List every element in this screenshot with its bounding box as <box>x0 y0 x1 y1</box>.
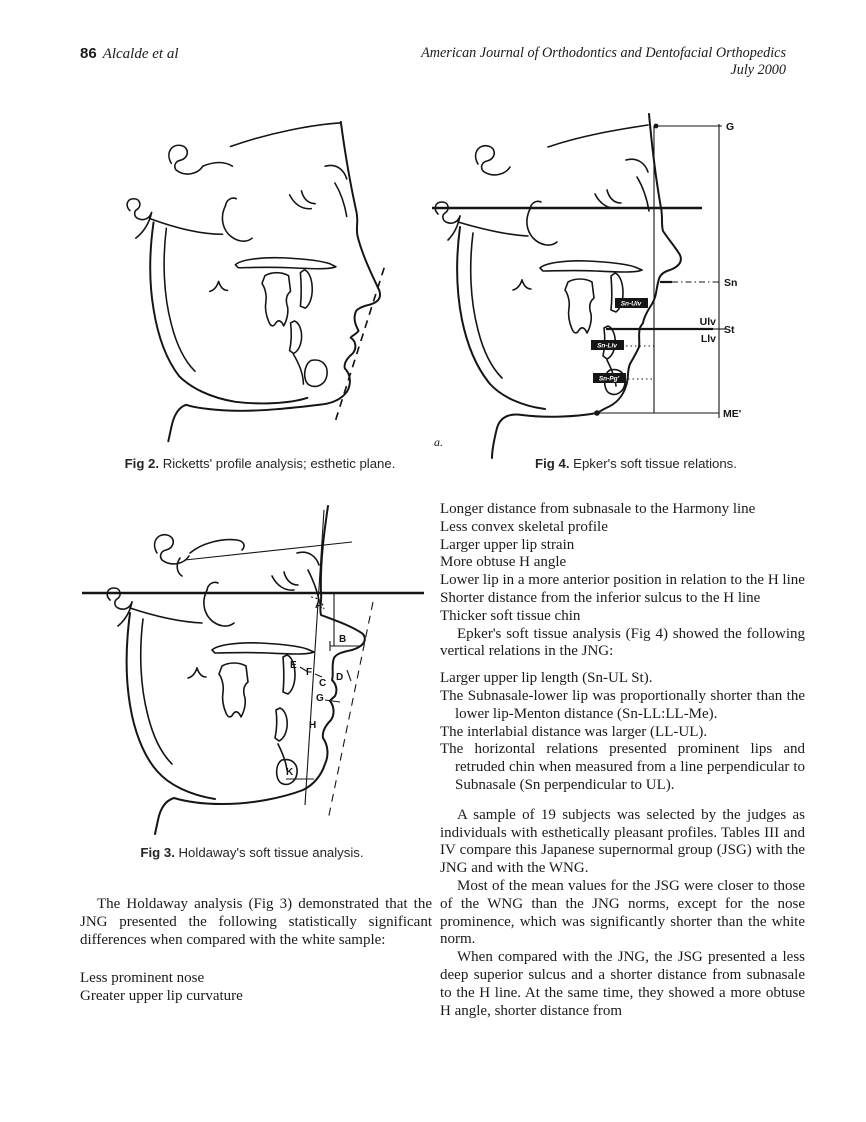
label-K: K <box>286 767 294 778</box>
list-item: Greater upper lip curvature <box>80 988 243 1005</box>
figure-2-caption-text: Ricketts' profile analysis; esthetic plane. <box>162 456 396 471</box>
running-head-right <box>421 45 786 78</box>
journal-issue: July 2000 <box>730 61 786 78</box>
sn-line <box>185 542 352 560</box>
h-line <box>305 510 327 805</box>
ceph-tracing-fig2 <box>127 122 380 441</box>
paragraph: The Holdaway analysis (Fig 3) demonstrated that the JNG presented the following statistically significant differences when compared with the white sample: <box>80 896 432 948</box>
figure-3-caption <box>72 845 432 860</box>
list-item: Larger upper lip strain <box>440 536 575 553</box>
label-St: St <box>724 324 735 336</box>
list-item: Thicker soft tissue chin <box>440 607 581 624</box>
label-D: D <box>336 672 344 683</box>
figure-4-tracing <box>430 112 842 460</box>
menton-point <box>594 410 600 416</box>
labels-fig4 <box>434 121 741 449</box>
glabella-point <box>654 124 659 129</box>
label-Sn-Pg: Sn-Pg' <box>598 375 620 383</box>
list-item: The interlabial distance was larger (LL-UL). <box>440 723 708 740</box>
list-item: Lower lip in a more anterior position in relation to the H line <box>440 572 805 589</box>
page-number: 86 <box>80 45 97 62</box>
label-E: E <box>290 660 297 671</box>
figure-3-caption-text: Holdaway's soft tissue analysis. <box>178 845 364 860</box>
left-column <box>80 896 432 1006</box>
list-item: The Subnasale-lower lip was proportionally shorter than the lower lip-Menton distance (Sn-LL:LL-Me). <box>440 687 805 722</box>
ceph-tracing-fig3 <box>107 506 365 834</box>
figure-3 <box>72 498 432 843</box>
label-Sn-Ulv: Sn-Ulv <box>620 300 642 308</box>
g-leader <box>325 700 340 702</box>
label-Llv: Llv <box>700 333 716 345</box>
label-Ulv: Ulv <box>699 316 716 328</box>
esthetic-plane-line <box>334 268 384 426</box>
d-tick <box>347 670 351 681</box>
right-column <box>440 501 805 1020</box>
figure-4-caption <box>430 456 842 471</box>
figure-4-caption-text: Epker's soft tissue relations. <box>573 456 737 471</box>
finding-list-1 <box>440 501 805 626</box>
label-F: F <box>306 667 313 678</box>
authors: Alcalde et al <box>102 46 179 62</box>
list-item: Shorter distance from the inferior sulcus to the H line <box>440 589 761 606</box>
figure-4 <box>430 112 842 460</box>
journal-title: American Journal of Orthodontics and Dentofacial Orthopedics <box>421 45 786 61</box>
analysis-lines-fig3 <box>82 510 424 820</box>
list-item: The horizontal relations presented prominent lips and retruded chin when measured from a line perpendicular to Subnasale (Sn perpendicular to UL). <box>440 741 805 793</box>
list-item: Longer distance from subnasale to the Harmony line <box>440 501 756 517</box>
ceph-tracing-fig4 <box>435 114 681 458</box>
list-item: More obtuse H angle <box>440 554 567 571</box>
label-G: G <box>726 121 735 133</box>
paragraph: When compared with the JNG, the JSG presented a less deep superior sulcus and a shorter distance from subnasale to the H line. At the same time, they showed a more obtuse H angle, shorter distance from <box>440 949 805 1019</box>
list-item: Larger upper lip length (Sn-UL St). <box>440 670 653 687</box>
figure-3-caption-label: Fig 3. <box>140 845 175 860</box>
dashed-profile-line <box>328 602 373 820</box>
label-B: B <box>339 634 347 645</box>
label-A: A <box>315 600 323 611</box>
figure-2-caption <box>90 456 430 471</box>
paragraph: Epker's soft tissue analysis (Fig 4) showed the following vertical relations in the JNG: <box>440 625 805 660</box>
label-G: G <box>316 693 324 704</box>
figure-2 <box>90 112 430 457</box>
running-head-left <box>80 45 179 63</box>
figure-2-caption-label: Fig 2. <box>124 456 160 471</box>
label-Sn-Llv: Sn-Llv <box>597 342 617 350</box>
figure-3-tracing <box>72 498 432 843</box>
figure-4-caption-label: Fig 4. <box>535 456 570 471</box>
f-leader <box>315 674 322 677</box>
finding-list-2 <box>440 670 805 795</box>
paragraph: Most of the mean values for the JSG were closer to those of the WNG than the JNG norms, except for the nose prominence, which was significantly shorter than the white norm. <box>440 877 805 948</box>
list-item: Less prominent nose <box>80 970 205 987</box>
list-item: Less convex skeletal profile <box>440 518 608 535</box>
paragraph: A sample of 19 subjects was selected by the judges as individuals with esthetically pleasant profiles. Tables III and IV compare this Japanese supernormal group (JSG) with the JNG and with the WNG. <box>440 806 805 877</box>
figure-2-tracing <box>90 112 430 457</box>
handwritten-mark: a. <box>434 435 443 449</box>
label-C: C <box>319 678 327 689</box>
label-H: H <box>309 720 317 731</box>
label-ME: ME' <box>723 408 742 420</box>
label-Sn: Sn <box>724 277 738 289</box>
